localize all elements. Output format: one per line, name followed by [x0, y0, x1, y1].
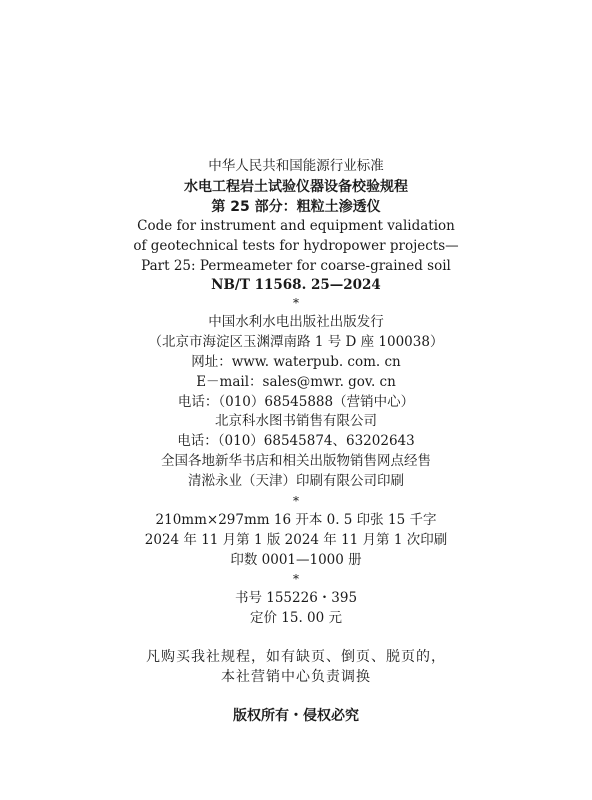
publisher-name: 中国水利水电出版社出版发行	[208, 314, 384, 330]
publisher-website: 网址：www. waterpub. com. cn	[191, 354, 401, 370]
standard-code: NB/T 11568. 25—2024	[211, 277, 381, 293]
print-run: 印数 0001—1000 册	[230, 552, 362, 568]
english-title-line-1: Code for instrument and equipment validation	[137, 218, 455, 234]
edition-info: 2024 年 11 月第 1 版 2024 年 11 月第 1 次印刷	[144, 532, 448, 548]
notice-line-1: 凡购买我社规程，如有缺页、倒页、脱页的，	[146, 649, 446, 665]
distributor-name: 北京科水图书销售有限公司	[215, 413, 377, 429]
english-title-line-2: of geotechnical tests for hydropower projects—	[133, 238, 459, 254]
publisher-phone: 电话：（010）68545888（营销中心）	[177, 394, 415, 410]
retail-note: 全国各地新华书店和相关出版物销售网点经售	[161, 453, 431, 469]
copyright-notice: 版权所有・侵权必究	[233, 708, 359, 724]
publisher-address: （北京市海淀区玉渊潭南路 1 号 D 座 100038）	[148, 334, 444, 350]
format-specs: 210mm×297mm 16 开本 0. 5 印张 15 千字	[155, 512, 437, 528]
price: 定价 15. 00 元	[249, 610, 343, 626]
english-title-line-3: Part 25: Permeameter for coarse-grained soil	[141, 258, 451, 274]
separator-star-3: *	[293, 572, 299, 586]
printer-name: 清淞永业（天津）印刷有限公司印刷	[188, 473, 404, 489]
distributor-phone: 电话：（010）68545874、63202643	[177, 433, 415, 449]
separator-star-2: *	[293, 494, 299, 508]
publisher-email: E－mail：sales@mwr. gov. cn	[196, 374, 396, 390]
notice-line-2: 本社营销中心负责调换	[221, 669, 371, 685]
standard-type: 中华人民共和国能源行业标准	[208, 158, 384, 174]
book-number: 书号 155226・395	[234, 590, 358, 606]
title-line-1: 水电工程岩土试验仪器设备校验规程	[184, 179, 408, 195]
separator-star-1: *	[293, 296, 299, 310]
title-line-2: 第 25 部分：粗粒土渗透仪	[211, 199, 381, 215]
